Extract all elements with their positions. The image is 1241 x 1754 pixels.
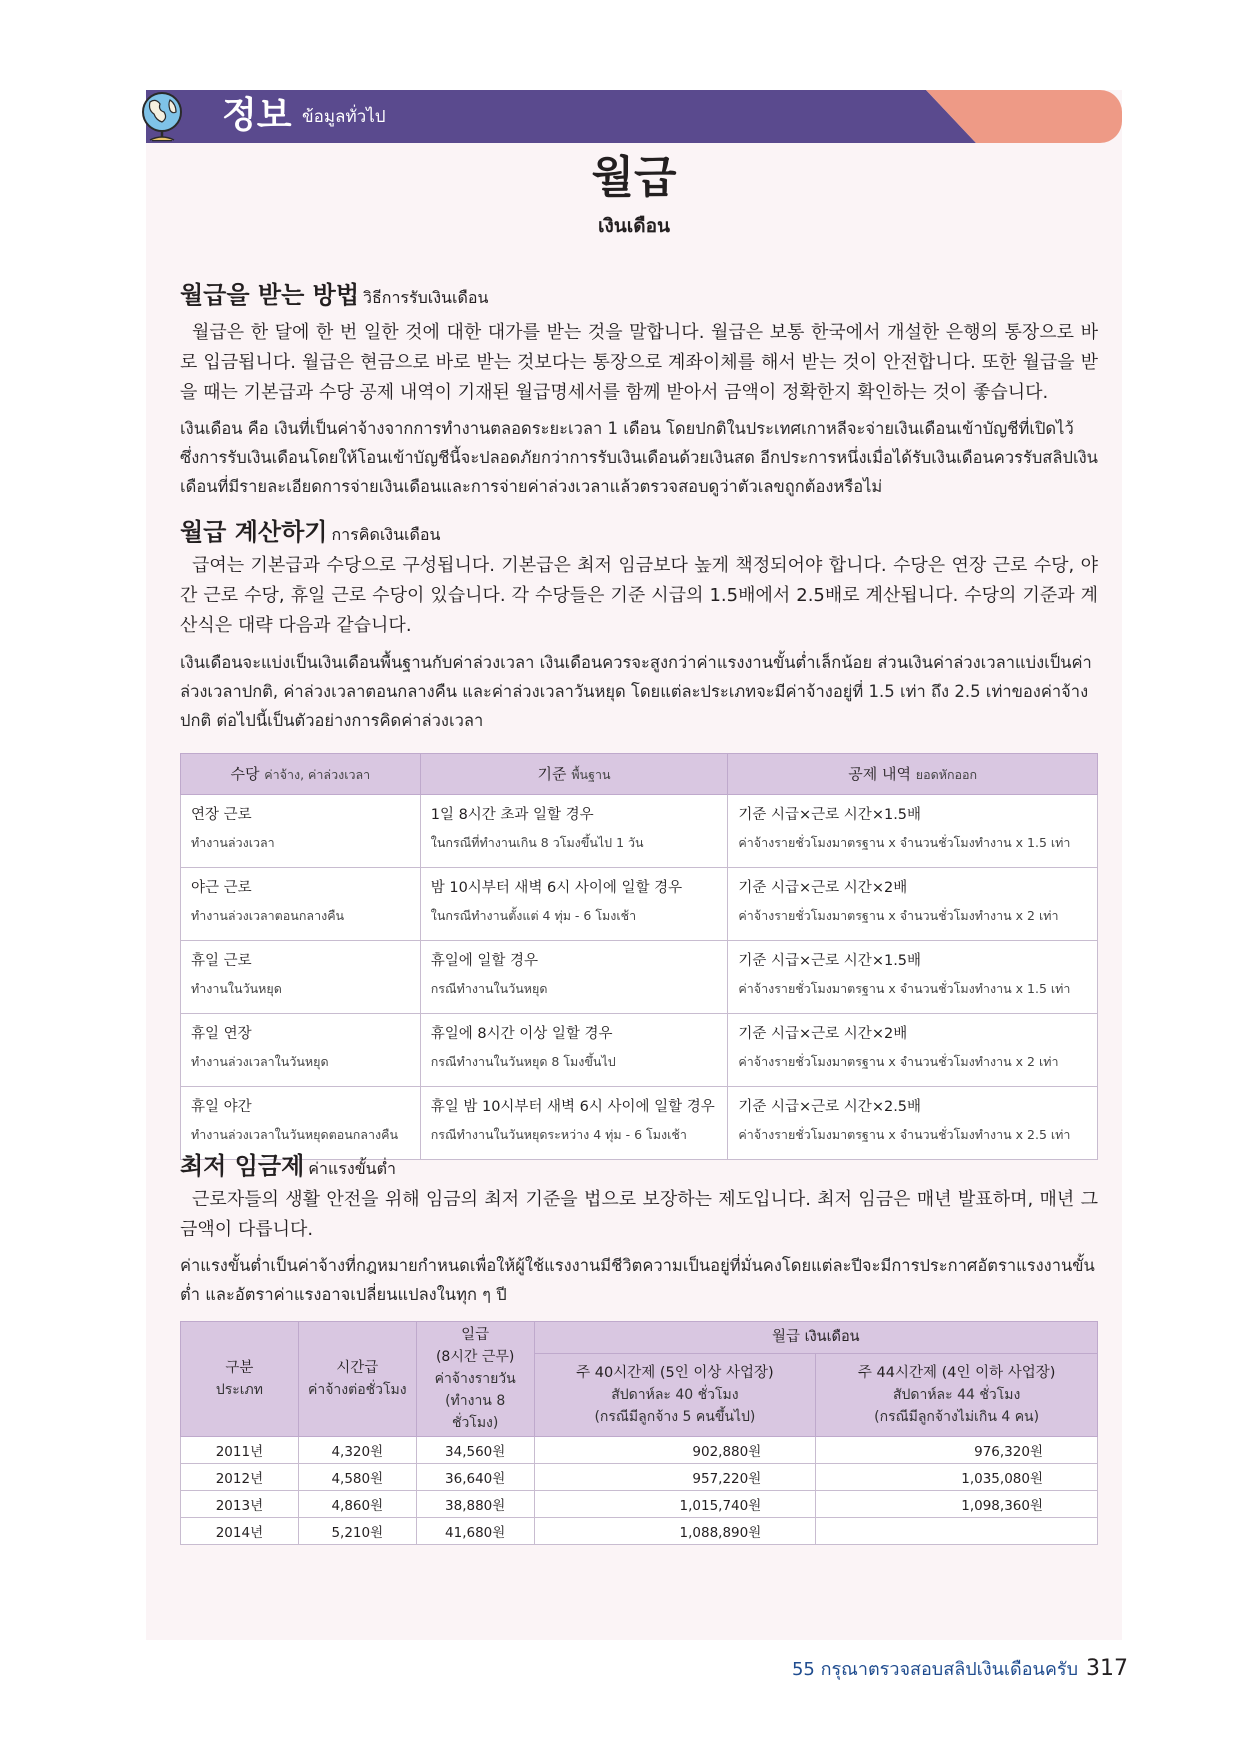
table-row: [181, 1014, 1098, 1087]
header-category: 구분 ประเภท: [181, 1322, 299, 1437]
table-row: [181, 1437, 1098, 1464]
page-number: 317: [1086, 1656, 1128, 1681]
header-basis: 기준 พื้นฐาน: [420, 754, 728, 795]
cell-monthly-44h: [816, 1518, 1098, 1545]
section-banner: [146, 90, 1122, 143]
chapter-title: 55 กรุณาตรวจสอบสลิปเงินเดือนครับ: [791, 1659, 1078, 1680]
cell-monthly-44h: 1,098,360원: [816, 1491, 1098, 1518]
cell-hourly: 4,580원: [298, 1464, 416, 1491]
cell-year: 2013년: [181, 1491, 299, 1518]
cell-daily: 38,880원: [416, 1491, 534, 1518]
table-row: [181, 1518, 1098, 1545]
section-heading-calculation: [180, 516, 440, 551]
section-heading-th: ค่าแรงขั้นต่ำ: [308, 1159, 396, 1178]
cell-hourly: 5,210원: [298, 1518, 416, 1545]
table-row: [181, 1087, 1098, 1160]
section-heading-ko: 최저 임금제: [180, 1152, 305, 1180]
table-header-row: [181, 754, 1098, 795]
section-heading-ko: 월급을 받는 방법: [180, 281, 359, 309]
section-heading-receiving: [180, 279, 488, 314]
cell-type: 휴일 연장 ทำงานล่วงเวลาในวันหยุด: [181, 1014, 421, 1087]
cell-monthly-40h: 957,220원: [534, 1464, 816, 1491]
cell-daily: 34,560원: [416, 1437, 534, 1464]
cell-calc: 기준 시급×근로 시간×2배 ค่าจ้างรายชั่วโมงมาตรฐาน x จำนวนชั่วโมงทำงาน x 2 เท่า: [728, 868, 1098, 941]
globe-icon: [140, 90, 186, 144]
cell-year: 2014년: [181, 1518, 299, 1545]
header-allowance: 수당 ค่าจ้าง, ค่าล่วงเวลา: [181, 754, 421, 795]
cell-hourly: 4,320원: [298, 1437, 416, 1464]
page-title: 월급: [591, 152, 677, 203]
allowance-table: [180, 753, 1098, 1160]
cell-daily: 41,680원: [416, 1518, 534, 1545]
page-footer: [0, 1654, 1128, 1685]
header-monthly: 월급 เงินเดือน: [534, 1322, 1097, 1354]
cell-basis: 밤 10시부터 새벽 6시 사이에 일할 경우 ในกรณีทำงานตั้งแต่ 4 ทุ่ม - 6 โมงเช้า: [420, 868, 728, 941]
cell-calc: 기준 시급×근로 시간×2.5배 ค่าจ้างรายชั่วโมงมาตรฐาน x จำนวนชั่วโมงทำงาน x 2.5 เท่า: [728, 1087, 1098, 1160]
cell-hourly: 4,860원: [298, 1491, 416, 1518]
paragraph-ko: 급여는 기본급과 수당으로 구성됩니다. 기본급은 최저 임금보다 높게 책정되어야 합니다. 수당은 연장 근로 수당, 야간 근로 수당, 휴일 근로 수당이 있습니다. 각 수당들은 기준 시급의 1.5배에서 2.5배로 계산됩니다. 수당의 기준과 계산식은 대략 다음과 같습니다.: [180, 555, 1098, 636]
banner-title: 정보: [222, 95, 292, 136]
cell-type: 휴일 근로 ทำงานในวันหยุด: [181, 941, 421, 1014]
table-row: [181, 941, 1098, 1014]
cell-monthly-40h: 902,880원: [534, 1437, 816, 1464]
table-row: [181, 795, 1098, 868]
paragraph-ko: 월급은 한 달에 한 번 일한 것에 대한 대가를 받는 것을 말합니다. 월급은 보통 한국에서 개설한 은행의 통장으로 바로 입금됩니다. 월급은 현금으로 바로 받는 것보다는 통장으로 계좌이체를 해서 받는 것이 안전합니다. 또한 월급을 받을 때는 기본급과 수당 공제 내역이 기재된 월급명세서를 함께 받아서 금액이 정확한지 확인하는 것이 좋습니다.: [180, 322, 1098, 403]
section-heading-th: การคิดเงินเดือน: [331, 525, 441, 544]
table-header-row: [181, 1322, 1098, 1354]
cell-year: 2011년: [181, 1437, 299, 1464]
section-heading-minimum-wage: [180, 1150, 396, 1185]
paragraph-th: ค่าแรงขั้นต่ำเป็นค่าจ้างที่กฎหมายกำหนดเพื่อให้ผู้ใช้แรงงานมีชีวิตความเป็นอยู่ที่มั่นคงโดยแต่ละปีจะมีการประกาศอัตราแรงงานขั้นต่ำ และอัตราค่าแรงอาจเปลี่ยนแปลงในทุก ๆ ปี: [180, 1256, 1095, 1304]
cell-year: 2012년: [181, 1464, 299, 1491]
table-row: [181, 868, 1098, 941]
section-heading-th: วิธีการรับเงินเดือน: [363, 288, 489, 307]
cell-type: 휴일 야간 ทำงานล่วงเวลาในวันหยุดตอนกลางคืน: [181, 1087, 421, 1160]
cell-calc: 기준 시급×근로 시간×1.5배 ค่าจ้างรายชั่วโมงมาตรฐาน x จำนวนชั่วโมงทำงาน x 1.5 เท่า: [728, 795, 1098, 868]
cell-basis: 휴일에 일할 경우 กรณีทำงานในวันหยุด: [420, 941, 728, 1014]
cell-calc: 기준 시급×근로 시간×1.5배 ค่าจ้างรายชั่วโมงมาตรฐาน x จำนวนชั่วโมงทำงาน x 1.5 เท่า: [728, 941, 1098, 1014]
cell-monthly-40h: 1,088,890원: [534, 1518, 816, 1545]
table-row: [181, 1464, 1098, 1491]
cell-daily: 36,640원: [416, 1464, 534, 1491]
header-monthly-44h: 주 44시간제 (4인 이하 사업장) สัปดาห์ละ 44 ชั่วโมง (กรณีมีลูกจ้างไม่เกิน 4 คน): [816, 1353, 1098, 1436]
header-monthly-40h: 주 40시간제 (5인 이상 사업장) สัปดาห์ละ 40 ชั่วโมง (กรณีมีลูกจ้าง 5 คนขึ้นไป): [534, 1353, 816, 1436]
cell-monthly-40h: 1,015,740원: [534, 1491, 816, 1518]
cell-monthly-44h: 976,320원: [816, 1437, 1098, 1464]
cell-basis: 휴일 밤 10시부터 새벽 6시 사이에 일할 경우 กรณีทำงานในวันหยุดระหว่าง 4 ทุ่ม - 6 โมงเช้า: [420, 1087, 728, 1160]
paragraph-th: เงินเดือน คือ เงินที่เป็นค่าจ้างจากการทำงานตลอดระยะเวลา 1 เดือน โดยปกติในประเทศเกาหลีจะจ่ายเงินเดือนเข้าบัญชีที่เปิดไว้ ซึ่งการรับเงินเดือนโดยให้โอนเข้าบัญชีนี้จะปลอดภัยกว่าการรับเงินเดือนด้วยเงินสด อีกประการหนึ่งเมื่อได้รับเงินเดือนควรรับสลิปเงินเดือนที่มีรายละเอียดการจ่ายเงินเดือนและการจ่ายค่าล่วงเวลาแล้วตรวจสอบดูว่าตัวเลขถูกต้องหรือไม่: [180, 419, 1098, 496]
cell-calc: 기준 시급×근로 시간×2배 ค่าจ้างรายชั่วโมงมาตรฐาน x จำนวนชั่วโมงทำงาน x 2 เท่า: [728, 1014, 1098, 1087]
header-deduction: 공제 내역 ยอดหักออก: [728, 754, 1098, 795]
section-heading-ko: 월급 계산하기: [180, 518, 328, 546]
paragraph-th: เงินเดือนจะแบ่งเป็นเงินเดือนพื้นฐานกับค่าล่วงเวลา เงินเดือนควรจะสูงกว่าค่าแรงงานขั้นต่ำเล็กน้อย ส่วนเงินค่าล่วงเวลาแบ่งเป็นค่าล่วงเวลาปกติ, ค่าล่วงเวลาตอนกลางคืน และค่าล่วงเวลาวันหยุด โดยแต่ละประเภทจะมีค่าจ้างอยู่ที่ 1.5 เท่า ถึง 2.5 เท่าของค่าจ้างปกติ ต่อไปนี้เป็นตัวอย่างการคิดค่าล่วงเวลา: [180, 653, 1092, 730]
banner-subtitle: ข้อมูลทั่วไป: [302, 107, 386, 127]
cell-basis: 휴일에 8시간 이상 일할 경우 กรณีทำงานในวันหยุด 8 โมงขึ้นไป: [420, 1014, 728, 1087]
cell-type: 연장 근로 ทำงานล่วงเวลา: [181, 795, 421, 868]
header-hourly: 시간급 ค่าจ้างต่อชั่วโมง: [298, 1322, 416, 1437]
cell-basis: 1일 8시간 초과 일할 경우 ในกรณีที่ทำงานเกิน 8 วโมงขึ้นไป 1 วัน: [420, 795, 728, 868]
page-subtitle: เงินเดือน: [598, 215, 670, 237]
header-daily: 일급 (8시간 근무) ค่าจ้างรายวัน (ทำงาน 8 ชั่วโมง): [416, 1322, 534, 1437]
table-row: [181, 1491, 1098, 1518]
paragraph-ko: 근로자들의 생활 안전을 위해 임금의 최저 기준을 법으로 보장하는 제도입니다. 최저 임금은 매년 발표하며, 매년 그 금액이 다릅니다.: [180, 1189, 1098, 1240]
cell-monthly-44h: 1,035,080원: [816, 1464, 1098, 1491]
minimum-wage-table: [180, 1321, 1098, 1545]
cell-type: 야근 근로 ทำงานล่วงเวลาตอนกลางคืน: [181, 868, 421, 941]
